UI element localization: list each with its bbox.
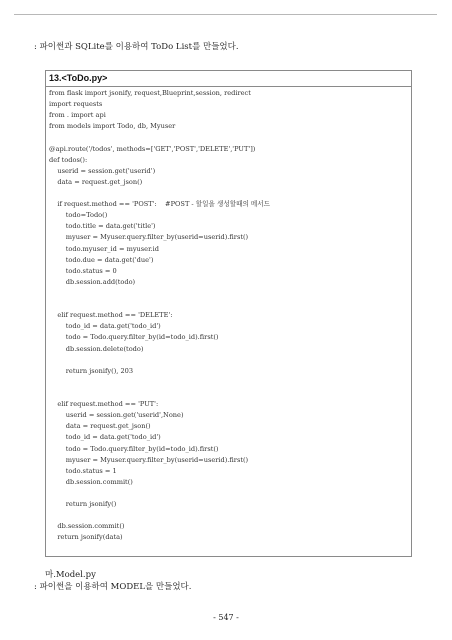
code-line: todo_id = data.get('todo_id')	[49, 322, 161, 331]
code-line: todo=Todo()	[49, 211, 108, 220]
code-line: return jsonify()	[49, 500, 117, 509]
code-line: db.session.commit()	[49, 477, 133, 486]
code-line	[49, 377, 409, 388]
code-line: todo = Todo.query.filter_by(id=todo_id).first()	[49, 333, 219, 342]
code-line: import requests	[49, 100, 103, 109]
code-line: data = request.get_json()	[49, 177, 143, 186]
code-line: todo.status = 0	[49, 266, 117, 275]
code-line: userid = session.get('userid')	[49, 166, 156, 175]
code-line: def todos():	[49, 155, 88, 164]
code-line	[49, 510, 409, 521]
code-line: if request.method == 'POST': #POST - 할일을 생성할때의 메서드	[49, 200, 271, 209]
section-note: : 파이썬을 이용하여 MODEL을 만들었다.	[34, 582, 192, 592]
code-line: data = request.get_json()	[49, 422, 151, 431]
code-line: elif request.method == 'PUT':	[49, 400, 159, 409]
code-line	[49, 288, 409, 299]
page-top-rule	[14, 14, 437, 15]
code-line: myuser = Myuser.query.filter_by(userid=userid).first()	[49, 455, 249, 464]
code-line: from . import api	[49, 111, 106, 120]
code-line: db.session.commit()	[49, 522, 125, 531]
code-line: db.session.add(todo)	[49, 277, 136, 286]
code-line: return jsonify(data)	[49, 533, 123, 542]
code-line: todo = Todo.query.filter_by(id=todo_id).first()	[49, 444, 219, 453]
code-line: todo.title = data.get('title')	[49, 222, 156, 231]
code-block	[45, 70, 412, 557]
code-line	[49, 388, 409, 399]
code-line: @api.route('/todos', methods=['GET','POST','DELETE','PUT'])	[49, 144, 256, 153]
code-block-title: 13.<ToDo.py>	[46, 71, 411, 87]
code-line: from flask import jsonify, request,Blueprint,session, redirect	[49, 89, 251, 97]
section-heading: 마.Model.py	[45, 570, 96, 580]
code-line	[49, 188, 409, 199]
code-line	[49, 355, 409, 366]
code-line: from models import Todo, db, Myuser	[49, 122, 176, 131]
code-line: userid = session.get('userid',None)	[49, 411, 184, 420]
code-line	[49, 488, 409, 499]
code-line: elif request.method == 'DELETE':	[49, 311, 173, 320]
intro-text: : 파이썬과 SQLite를 이용하여 ToDo List를 만들었다.	[34, 42, 239, 52]
page-number: - 547 -	[213, 613, 239, 622]
code-line: todo.status = 1	[49, 466, 117, 475]
code-block-body	[49, 88, 409, 543]
code-line: db.session.delete(todo)	[49, 344, 144, 353]
code-line	[49, 299, 409, 310]
code-line: todo.myuser_id = myuser.id	[49, 244, 159, 253]
code-line: todo_id = data.get('todo_id')	[49, 433, 161, 442]
code-line	[49, 132, 409, 143]
code-line: return jsonify(), 203	[49, 366, 134, 375]
code-line: todo.due = data.get('due')	[49, 255, 154, 264]
code-line: myuser = Myuser.query.filter_by(userid=userid).first()	[49, 233, 249, 242]
